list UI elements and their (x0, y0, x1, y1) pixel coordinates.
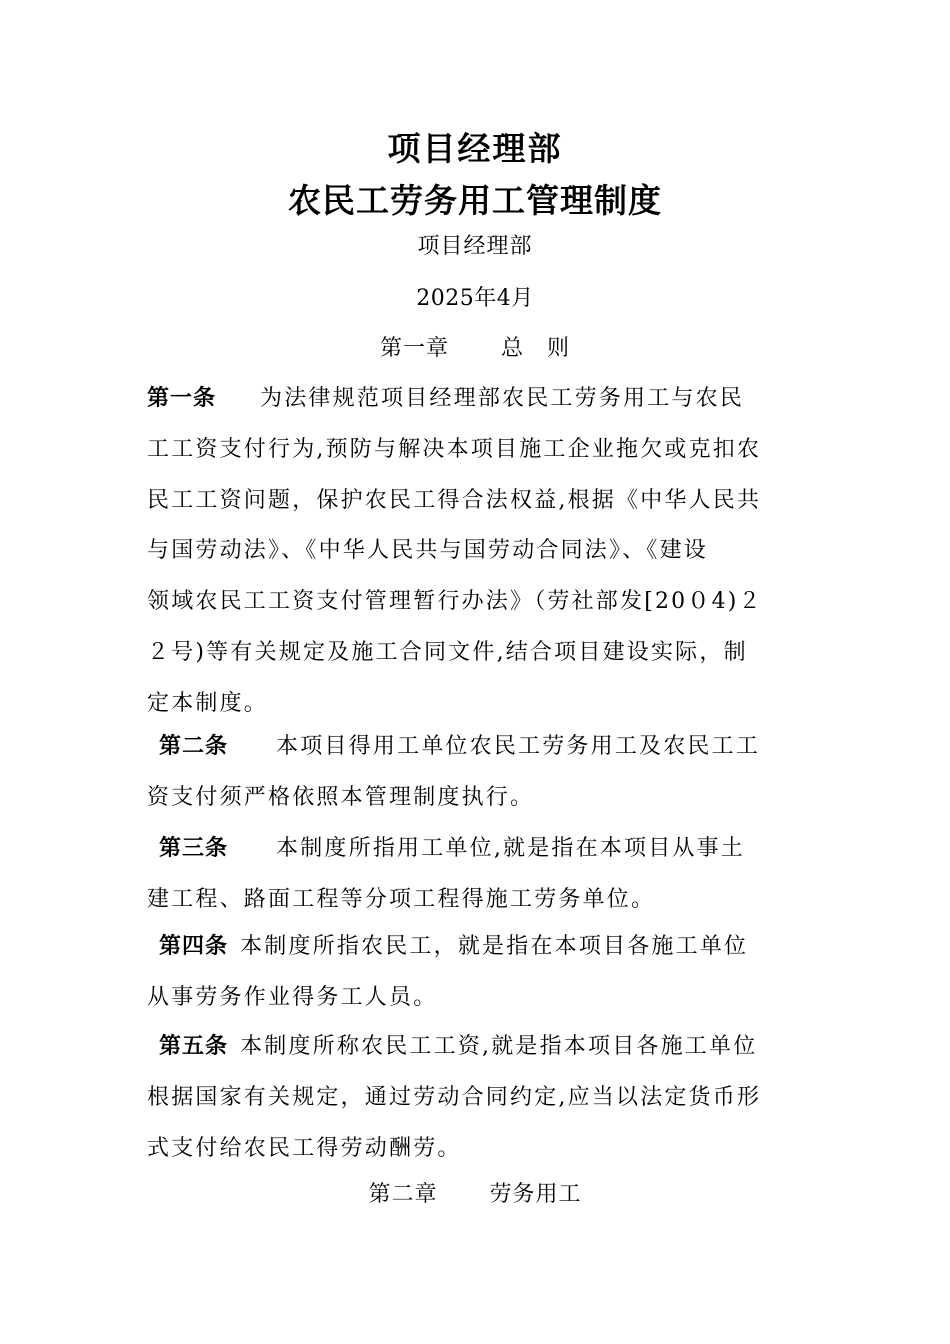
article-text-line: 工工资支付行为,预防与解决本项目施工企业拖欠或克扣农 (147, 436, 762, 462)
article-1 (147, 374, 807, 730)
article-text-line: 本制度所指用工单位,就是指在本项目从事土 (276, 836, 746, 861)
article-3 (147, 824, 807, 926)
organization: 项目经理部 (417, 234, 533, 259)
article-text-line: 资支付须严格依照本管理制度执行。 (147, 784, 535, 810)
chapter-name: 总 则 (501, 336, 571, 361)
article-text-line: 本制度所指农民工，就是指在本项目各施工单位 (240, 934, 749, 959)
article-5 (147, 1022, 807, 1174)
article-text-line: ２号)等有关规定及施工合同文件,结合项目建设实际，制 (147, 639, 748, 665)
article-label: 第四条 (159, 934, 229, 959)
article-text-line: 根据国家有关规定，通过劳动合同约定,应当以法定货币形 (147, 1084, 762, 1110)
article-text-line: 建工程、路面工程等分项工程得施工劳务单位。 (147, 886, 656, 912)
article-text-line: 领域农民工工资支付管理暂行办法》（劳社部发[20０4)２ (147, 589, 763, 615)
chapter-number: 第二章 (368, 1182, 438, 1207)
article-text-line: 为法律规范项目经理部农民工劳务用工与农民 (260, 386, 745, 411)
article-text-line: 与国劳动法》、《中华人民共与国劳动合同法》、《建设 (147, 538, 709, 564)
document-title-line2: 农民工劳务用工管理制度 (288, 181, 662, 220)
chapter-heading-1 (0, 334, 950, 364)
article-text-line: 从事劳务作业得务工人员。 (147, 984, 438, 1010)
chapter-heading-2 (0, 1180, 950, 1210)
document-date: 2025年4月 (416, 286, 534, 311)
article-text-line: 本项目得用工单位农民工劳务用工及农民工工 (276, 734, 761, 759)
article-text-line: 定本制度。 (147, 690, 269, 716)
article-4 (147, 922, 807, 1024)
article-label: 第三条 (159, 836, 229, 861)
chapter-name: 劳务用工 (489, 1182, 582, 1207)
article-text-line: 式支付给农民工得劳动酬劳。 (147, 1135, 462, 1161)
article-text-line: 本制度所称农民工工资,就是指本项目各施工单位 (240, 1034, 758, 1059)
article-text-line: 民工工资问题，保护农民工得合法权益,根据《中华人民共 (147, 487, 762, 513)
article-label: 第五条 (159, 1034, 229, 1059)
article-label: 第一条 (147, 386, 217, 411)
article-2 (147, 722, 807, 824)
article-label: 第二条 (159, 734, 229, 759)
document-title-line1: 项目经理部 (387, 129, 563, 168)
chapter-number: 第一章 (379, 336, 449, 361)
